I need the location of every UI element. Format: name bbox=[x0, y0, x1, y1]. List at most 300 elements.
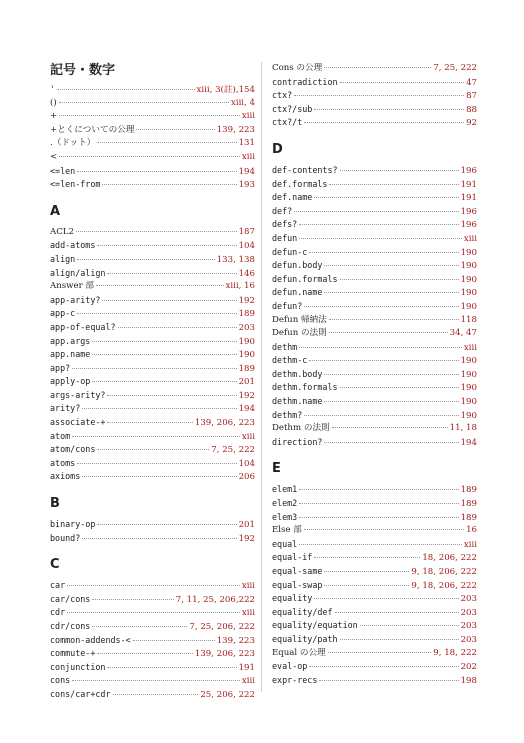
section-heading: E bbox=[272, 461, 281, 477]
page-references[interactable]: xiii, 16 bbox=[225, 281, 255, 292]
page-references[interactable]: 196 bbox=[460, 165, 477, 176]
dot-leader bbox=[299, 517, 458, 518]
dot-leader bbox=[82, 538, 236, 539]
index-term: Defun の法則 bbox=[272, 328, 327, 339]
page-references[interactable]: 190 bbox=[460, 410, 477, 421]
index-entry bbox=[50, 620, 255, 634]
page-references[interactable]: 198 bbox=[460, 675, 477, 686]
page-references[interactable]: 92 bbox=[466, 118, 477, 129]
page-references[interactable]: 139, 206, 223 bbox=[194, 649, 255, 660]
page-references[interactable]: 203 bbox=[460, 607, 477, 618]
dot-leader bbox=[299, 503, 458, 504]
page-references[interactable]: 47 bbox=[466, 77, 477, 88]
section-heading: 記号・数字 bbox=[50, 63, 116, 78]
index-entry bbox=[50, 375, 255, 389]
page-references[interactable]: 104 bbox=[238, 241, 255, 252]
index-term: equality/path bbox=[272, 633, 338, 644]
dot-leader bbox=[309, 360, 458, 361]
index-entry bbox=[272, 422, 477, 436]
dot-leader bbox=[324, 265, 458, 266]
dot-leader bbox=[107, 273, 236, 274]
page-references[interactable]: 194 bbox=[238, 404, 255, 415]
page-references[interactable]: 190 bbox=[460, 288, 477, 299]
index-term: equality/equation bbox=[272, 620, 358, 631]
page-references[interactable]: 202 bbox=[460, 662, 477, 673]
index-term: dethm bbox=[272, 341, 298, 352]
index-term: expr-recs bbox=[272, 674, 318, 685]
index-term: defun? bbox=[272, 300, 303, 311]
index-term: app? bbox=[50, 362, 71, 373]
dot-leader bbox=[77, 171, 236, 172]
index-term: cdr bbox=[50, 607, 66, 618]
index-entry bbox=[50, 647, 255, 661]
index-entry bbox=[272, 286, 477, 300]
index-term: defun.name bbox=[272, 287, 323, 298]
index-term: dethm.formals bbox=[272, 382, 338, 393]
index-entry bbox=[50, 430, 255, 444]
index-term: +とくについての公理 bbox=[50, 124, 135, 135]
index-entry bbox=[50, 239, 255, 253]
dot-leader bbox=[133, 640, 215, 641]
page-references[interactable]: 139, 223 bbox=[216, 635, 255, 646]
page-references[interactable]: 189 bbox=[238, 363, 255, 374]
dot-leader bbox=[299, 224, 458, 225]
dot-leader bbox=[97, 524, 236, 525]
page-references[interactable]: 131 bbox=[238, 138, 255, 149]
index-entry bbox=[272, 511, 477, 525]
index-term: args-arity? bbox=[50, 389, 106, 400]
index-entry bbox=[272, 178, 477, 192]
page-references[interactable]: xiii bbox=[463, 539, 477, 550]
page-references[interactable]: 190 bbox=[460, 397, 477, 408]
page-references[interactable]: 194 bbox=[460, 437, 477, 448]
index-entry bbox=[272, 246, 477, 260]
page-references[interactable]: 191 bbox=[460, 179, 477, 190]
index-entry bbox=[50, 83, 255, 97]
dot-leader bbox=[335, 612, 459, 613]
dot-leader bbox=[107, 395, 236, 396]
index-entry bbox=[50, 402, 255, 416]
dot-leader bbox=[294, 95, 464, 96]
dot-leader bbox=[59, 156, 240, 157]
dot-leader bbox=[67, 585, 240, 586]
index-term: dethm? bbox=[272, 409, 303, 420]
index-entry bbox=[272, 164, 477, 178]
index-term: bound? bbox=[50, 532, 81, 543]
dot-leader bbox=[72, 368, 236, 369]
section-heading: B bbox=[50, 496, 60, 512]
index-entry bbox=[50, 165, 255, 179]
dot-leader bbox=[299, 238, 462, 239]
index-term: arity? bbox=[50, 403, 81, 414]
index-term: app-of-equal? bbox=[50, 321, 116, 332]
dot-leader bbox=[97, 245, 236, 246]
index-entry bbox=[50, 253, 255, 267]
page-references[interactable]: 201 bbox=[238, 520, 255, 531]
page-references[interactable]: 189 bbox=[238, 309, 255, 320]
index-entry bbox=[50, 443, 255, 457]
dot-leader bbox=[319, 680, 458, 681]
index-entry bbox=[50, 606, 255, 620]
page-references[interactable]: 190 bbox=[460, 301, 477, 312]
page-references[interactable]: 192 bbox=[238, 533, 255, 544]
index-term: <=len-from bbox=[50, 179, 101, 190]
index-term: <=len bbox=[50, 165, 76, 176]
index-entry bbox=[272, 62, 477, 76]
index-entry bbox=[272, 103, 477, 117]
page-references[interactable]: 190 bbox=[238, 336, 255, 347]
index-entry bbox=[50, 518, 255, 532]
page-references[interactable]: 190 bbox=[460, 261, 477, 272]
index-entry bbox=[50, 416, 255, 430]
page-references[interactable]: 7, 11, 25, 206,222 bbox=[175, 594, 255, 605]
index-term: defun bbox=[272, 232, 298, 243]
index-term: align bbox=[50, 253, 76, 264]
index-entry bbox=[272, 300, 477, 314]
page-references[interactable]: 139, 223 bbox=[216, 124, 255, 135]
page-references[interactable]: xiii bbox=[463, 233, 477, 244]
index-term: conjunction bbox=[50, 661, 106, 672]
page-references[interactable]: 190 bbox=[460, 369, 477, 380]
index-entry bbox=[50, 674, 255, 688]
dot-leader bbox=[102, 184, 236, 185]
index-term: () bbox=[50, 97, 57, 108]
index-term: direction? bbox=[272, 436, 323, 447]
page-references[interactable]: 18, 206, 222 bbox=[422, 553, 477, 564]
index-term: def? bbox=[272, 205, 293, 216]
index-entry bbox=[272, 116, 477, 130]
dot-leader bbox=[92, 354, 236, 355]
page-references[interactable]: 7, 25, 206, 222 bbox=[189, 622, 255, 632]
index-term: app-arity? bbox=[50, 294, 101, 305]
index-term: ctx? bbox=[272, 90, 293, 101]
index-term: dethm.name bbox=[272, 396, 323, 407]
page-references[interactable]: 25, 206, 222 bbox=[200, 689, 255, 700]
page-references[interactable]: 133, 138 bbox=[216, 254, 255, 265]
index-entry bbox=[50, 321, 255, 335]
index-term: dethm.body bbox=[272, 368, 323, 379]
page-references[interactable]: 206 bbox=[238, 472, 255, 483]
index-entry bbox=[272, 89, 477, 103]
page-references[interactable]: 7, 25, 222 bbox=[211, 445, 255, 456]
index-entry bbox=[50, 470, 255, 484]
dot-leader bbox=[102, 300, 236, 301]
dot-leader bbox=[113, 694, 199, 695]
dot-leader bbox=[340, 82, 465, 83]
page-references[interactable]: 190 bbox=[460, 274, 477, 285]
index-term: add-atoms bbox=[50, 240, 96, 251]
dot-leader bbox=[360, 625, 459, 626]
dot-leader bbox=[304, 306, 458, 307]
index-entry bbox=[50, 348, 255, 362]
index-term: contradiction bbox=[272, 76, 338, 87]
page-references[interactable]: 190 bbox=[460, 247, 477, 258]
page-references[interactable]: xiii bbox=[241, 608, 255, 619]
index-entry bbox=[272, 497, 477, 511]
dot-leader bbox=[92, 626, 187, 627]
page-references[interactable]: 193 bbox=[238, 180, 255, 191]
dot-leader bbox=[118, 327, 237, 328]
dot-leader bbox=[304, 529, 464, 530]
dot-leader bbox=[92, 341, 236, 342]
page-references[interactable]: 88 bbox=[466, 104, 477, 115]
index-column-right bbox=[272, 62, 477, 687]
dot-leader bbox=[97, 449, 209, 450]
index-term: atom/cons bbox=[50, 444, 96, 455]
dot-leader bbox=[324, 585, 409, 586]
index-entry bbox=[272, 381, 477, 395]
index-term: axioms bbox=[50, 471, 81, 482]
page-references[interactable]: 201 bbox=[238, 377, 255, 388]
index-entry bbox=[272, 409, 477, 423]
dot-leader bbox=[314, 557, 420, 558]
index-term: Equal の公理 bbox=[272, 647, 326, 658]
page-references[interactable]: xiii, 4 bbox=[230, 97, 255, 108]
dot-leader bbox=[97, 653, 192, 654]
index-entry bbox=[50, 110, 255, 124]
dot-leader bbox=[77, 313, 236, 314]
page-references[interactable]: 192 bbox=[238, 390, 255, 401]
index-term: cons bbox=[50, 675, 71, 686]
index-term: Defun 帰納法 bbox=[272, 314, 327, 325]
index-entry bbox=[50, 97, 255, 111]
index-term: equal bbox=[272, 538, 298, 549]
dot-leader bbox=[96, 285, 223, 286]
dot-leader bbox=[324, 292, 458, 293]
index-entry bbox=[272, 551, 477, 565]
index-entry bbox=[272, 354, 477, 368]
dot-leader bbox=[324, 571, 409, 572]
page-references[interactable]: 34, 47 bbox=[449, 328, 477, 339]
index-entry bbox=[272, 579, 477, 593]
page-references[interactable]: 118 bbox=[460, 314, 477, 325]
index-term: equal-same bbox=[272, 566, 323, 576]
index-term: align/align bbox=[50, 267, 106, 278]
page-references[interactable]: xiii bbox=[241, 431, 255, 442]
page-references[interactable]: 139, 206, 223 bbox=[194, 418, 255, 429]
index-entry bbox=[50, 178, 255, 192]
page-references[interactable]: 189 bbox=[460, 512, 477, 523]
page-references[interactable]: 104 bbox=[238, 458, 255, 469]
index-entry bbox=[272, 218, 477, 232]
dot-leader bbox=[314, 197, 458, 198]
index-entry bbox=[272, 592, 477, 606]
dot-leader bbox=[329, 319, 459, 320]
page-references[interactable]: xiii, 3(註),154 bbox=[196, 85, 255, 95]
index-term: app.name bbox=[50, 349, 91, 360]
index-entry bbox=[50, 137, 255, 151]
page-references[interactable]: 189 bbox=[460, 499, 477, 510]
dot-leader bbox=[59, 115, 240, 116]
page-references[interactable]: xiii bbox=[241, 676, 255, 687]
index-entry bbox=[272, 660, 477, 674]
dot-leader bbox=[92, 599, 173, 600]
dot-leader bbox=[340, 639, 459, 640]
section-heading: D bbox=[272, 141, 283, 157]
index-entry bbox=[272, 606, 477, 620]
index-entry bbox=[272, 368, 477, 382]
page-references[interactable]: 190 bbox=[460, 356, 477, 367]
section-heading: A bbox=[50, 203, 61, 219]
index-entry bbox=[272, 205, 477, 219]
dot-leader bbox=[340, 170, 459, 171]
page-references[interactable]: 16 bbox=[466, 525, 477, 536]
index-term: apply-op bbox=[50, 376, 91, 387]
dot-leader bbox=[82, 476, 236, 477]
index-term: ctx?/t bbox=[272, 117, 303, 128]
index-term: atom bbox=[50, 430, 71, 441]
index-term: common-addends-< bbox=[50, 634, 131, 645]
index-entry bbox=[50, 661, 255, 675]
dot-leader bbox=[299, 544, 462, 545]
dot-leader bbox=[294, 211, 458, 212]
index-term: Answer 部 bbox=[50, 281, 95, 292]
index-entry bbox=[272, 483, 477, 497]
index-entry bbox=[50, 579, 255, 593]
index-term: defs? bbox=[272, 219, 298, 230]
index-term: Else 部 bbox=[272, 525, 302, 536]
index-entry bbox=[272, 647, 477, 661]
index-term: dethm-c bbox=[272, 355, 308, 366]
page-references[interactable]: xiii bbox=[463, 342, 477, 353]
index-term: car bbox=[50, 580, 66, 591]
index-term: eval-op bbox=[272, 661, 308, 672]
index-entry bbox=[272, 327, 477, 341]
index-term: defun-c bbox=[272, 246, 308, 257]
index-entry bbox=[50, 688, 255, 702]
index-entry bbox=[272, 76, 477, 90]
index-term: elem1 bbox=[272, 484, 298, 495]
index-entry bbox=[50, 267, 255, 281]
index-entry bbox=[272, 395, 477, 409]
dot-leader bbox=[67, 612, 240, 613]
index-term: atoms bbox=[50, 457, 76, 468]
index-entry bbox=[272, 674, 477, 688]
dot-leader bbox=[324, 67, 431, 68]
dot-leader bbox=[72, 680, 240, 681]
dot-leader bbox=[314, 598, 458, 599]
page-references[interactable]: 191 bbox=[238, 662, 255, 673]
index-entry bbox=[50, 151, 255, 165]
index-entry bbox=[50, 124, 255, 138]
dot-leader bbox=[82, 408, 236, 409]
page-references[interactable]: xiii bbox=[241, 111, 255, 122]
page-references[interactable]: 203 bbox=[460, 634, 477, 645]
index-entry bbox=[272, 436, 477, 450]
page-references[interactable]: 7, 25, 222 bbox=[433, 63, 477, 73]
page-references[interactable]: 194 bbox=[238, 166, 255, 177]
index-term: equal-if bbox=[272, 552, 313, 563]
index-term: def.formals bbox=[272, 178, 328, 189]
page-references[interactable]: 190 bbox=[238, 350, 255, 361]
index-entry bbox=[50, 280, 255, 294]
page-references[interactable]: 190 bbox=[460, 383, 477, 394]
dot-leader bbox=[107, 667, 236, 668]
dot-leader bbox=[324, 374, 458, 375]
dot-leader bbox=[340, 279, 459, 280]
index-term: cons/car+cdr bbox=[50, 688, 111, 699]
index-term: associate-+ bbox=[50, 417, 106, 428]
dot-leader bbox=[299, 347, 462, 348]
page-references[interactable]: 187 bbox=[238, 226, 255, 237]
dot-leader bbox=[309, 252, 458, 253]
section-heading: C bbox=[50, 557, 60, 573]
index-entry bbox=[272, 341, 477, 355]
dot-leader bbox=[299, 489, 458, 490]
index-entry bbox=[272, 633, 477, 647]
index-entry bbox=[50, 457, 255, 471]
page-references[interactable]: 196 bbox=[460, 220, 477, 231]
page-references[interactable]: 9, 18, 222 bbox=[433, 647, 477, 658]
index-entry bbox=[272, 524, 477, 538]
index-entry bbox=[272, 259, 477, 273]
index-entry bbox=[272, 619, 477, 633]
page-references[interactable]: 203 bbox=[460, 621, 477, 632]
page-references[interactable]: 87 bbox=[466, 91, 477, 102]
dot-leader bbox=[72, 436, 240, 437]
index-entry bbox=[50, 389, 255, 403]
page-references[interactable]: 9, 18, 206, 222 bbox=[411, 567, 477, 577]
page-references[interactable]: 191 bbox=[460, 193, 477, 204]
index-term: binary-op bbox=[50, 519, 96, 530]
index-term: car/cons bbox=[50, 593, 91, 604]
index-term: defun.formals bbox=[272, 273, 338, 284]
dot-leader bbox=[304, 122, 464, 123]
page-references[interactable]: 9, 18, 206, 222 bbox=[411, 580, 477, 591]
index-term: app.args bbox=[50, 335, 91, 346]
page-references[interactable]: 203 bbox=[460, 594, 477, 605]
index-term: ' bbox=[50, 84, 56, 94]
page-references[interactable]: xiii bbox=[241, 581, 255, 592]
index-term: commute-+ bbox=[50, 648, 96, 659]
index-term: .（ドット） bbox=[50, 138, 96, 149]
index-term: defun.body bbox=[272, 260, 323, 271]
page-references[interactable]: 192 bbox=[238, 295, 255, 306]
dot-leader bbox=[57, 89, 194, 90]
page-references[interactable]: 11, 18 bbox=[449, 423, 477, 434]
index-term: Dethm の法則 bbox=[272, 423, 330, 434]
index-term: Cons の公理 bbox=[272, 63, 323, 73]
page-references[interactable]: xiii bbox=[241, 151, 255, 162]
index-term: < bbox=[50, 151, 58, 162]
dot-leader bbox=[309, 666, 458, 667]
index-term: elem3 bbox=[272, 511, 298, 522]
dot-leader bbox=[76, 231, 237, 232]
dot-leader bbox=[340, 387, 459, 388]
index-entry bbox=[50, 634, 255, 648]
page-references[interactable]: 203 bbox=[238, 322, 255, 333]
dot-leader bbox=[77, 463, 236, 464]
index-term: cdr/cons bbox=[50, 621, 91, 631]
page-references[interactable]: 189 bbox=[460, 485, 477, 496]
index-entry bbox=[50, 226, 255, 240]
index-entry bbox=[272, 232, 477, 246]
index-entry bbox=[50, 294, 255, 308]
index-entry bbox=[50, 362, 255, 376]
page-references[interactable]: 146 bbox=[238, 268, 255, 279]
index-entry bbox=[272, 565, 477, 579]
column-divider bbox=[261, 62, 262, 692]
dot-leader bbox=[324, 442, 458, 443]
dot-leader bbox=[92, 381, 236, 382]
index-column-left bbox=[50, 62, 255, 702]
index-term: def-contents? bbox=[272, 164, 338, 175]
index-term: equality/def bbox=[272, 606, 333, 617]
index-entry bbox=[50, 335, 255, 349]
dot-leader bbox=[304, 415, 458, 416]
index-entry bbox=[50, 532, 255, 546]
page-references[interactable]: 196 bbox=[460, 206, 477, 217]
